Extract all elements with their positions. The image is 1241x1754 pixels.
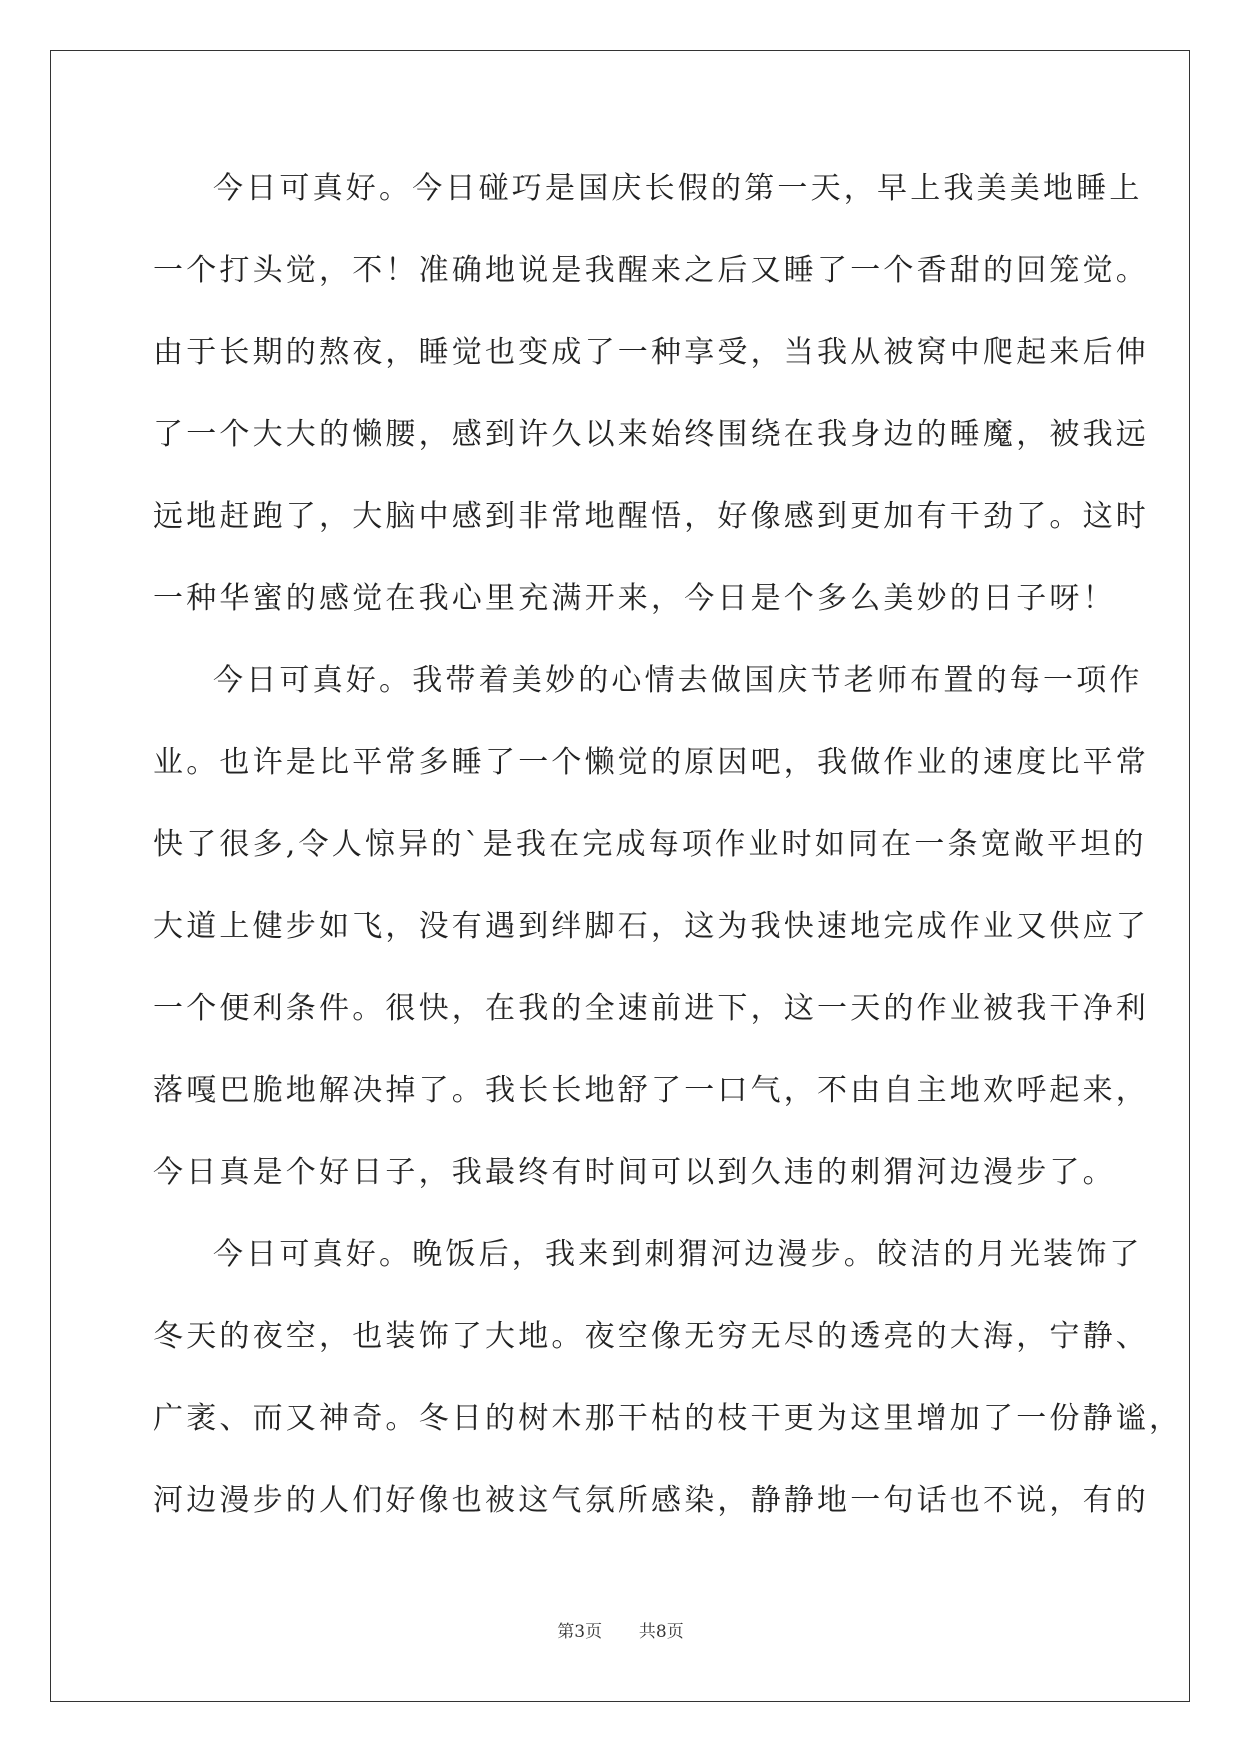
paragraph-3-line: 今日可真好。晚饭后，我来到刺猬河边漫步。皎洁的月光装饰了 [213, 1237, 1143, 1272]
paragraph-1-line: 由于长期的熬夜，睡觉也变成了一种享受，当我从被窝中爬起来后伸 [153, 335, 1149, 370]
paragraph-2-line: 一个便利条件。很快，在我的全速前进下，这一天的作业被我干净利 [153, 991, 1149, 1026]
page-number-total: 共8页 [638, 1622, 684, 1642]
paragraph-3-line: 广袤、而又神奇。冬日的树木那干枯的枝干更为这里增加了一份静谧， [153, 1401, 1183, 1436]
document-body [153, 161, 1183, 1555]
paragraph-1-line: 了一个大大的懒腰，感到许久以来始终围绕在我身边的睡魔，被我远 [153, 417, 1149, 452]
page-number-current: 第3页 [557, 1622, 603, 1642]
paragraph-3-line: 冬天的夜空，也装饰了大地。夜空像无穷无尽的透亮的大海，宁静、 [153, 1319, 1149, 1354]
paragraph-1-line: 一个打头觉，不！准确地说是我醒来之后又睡了一个香甜的回笼觉。 [153, 253, 1149, 288]
paragraph-2-line: 落嘎巴脆地解决掉了。我长长地舒了一口气，不由自主地欢呼起来， [153, 1073, 1149, 1108]
paragraph-1-line: 一种华蜜的感觉在我心里充满开来，今日是个多么美妙的日子呀！ [153, 581, 1116, 616]
paragraph-2-line: 业。也许是比平常多睡了一个懒觉的原因吧，我做作业的速度比平常 [153, 745, 1149, 780]
page-footer [0, 1617, 1241, 1642]
paragraph-1-line: 今日可真好。今日碰巧是国庆长假的第一天，早上我美美地睡上 [213, 171, 1143, 206]
paragraph-2-line: 今日可真好。我带着美妙的心情去做国庆节老师布置的每一项作 [213, 663, 1143, 698]
paragraph-3-line: 河边漫步的人们好像也被这气氛所感染，静静地一句话也不说，有的 [153, 1483, 1149, 1518]
paragraph-2-line: 今日真是个好日子，我最终有时间可以到久违的刺猬河边漫步了。 [153, 1155, 1116, 1190]
paragraph-2-line: 大道上健步如飞，没有遇到绊脚石，这为我快速地完成作业又供应了 [153, 909, 1149, 944]
paragraph-2-line: 快了很多,令人惊异的`是我在完成每项作业时如同在一条宽敞平坦的 [153, 827, 1147, 862]
paragraph-1-line: 远地赶跑了，大脑中感到非常地醒悟，好像感到更加有干劲了。这时 [153, 499, 1149, 534]
